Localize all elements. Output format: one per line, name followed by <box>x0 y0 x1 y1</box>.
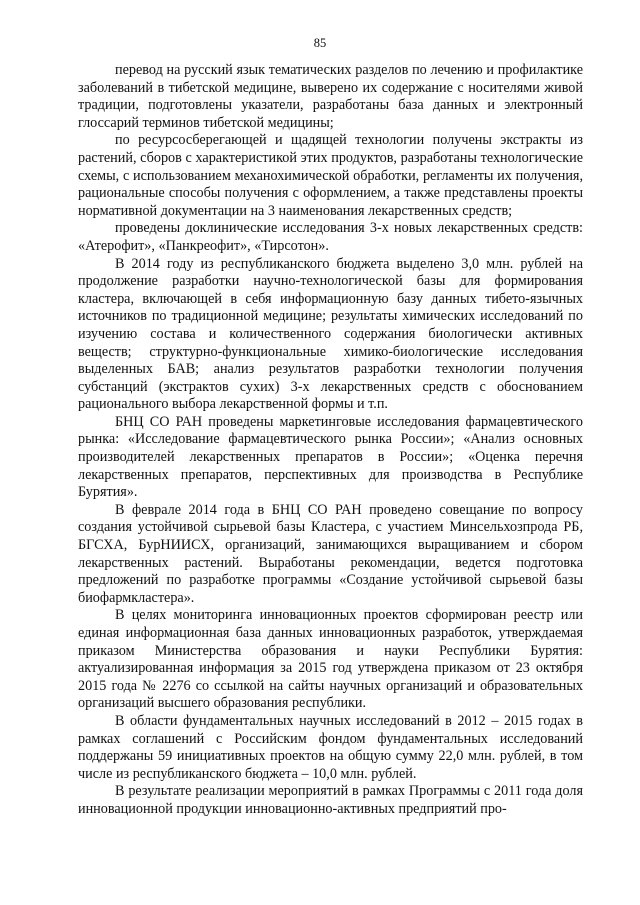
paragraph: В 2014 году из республиканского бюджета выделено 3,0 млн. рублей на продолжение разработки научно-технологической базы для формирования кластера, включающей в себя информационную базу данных тибето-язычных источников по традиционной медицине; результаты химических исследований по изучению состава и количественного содержания биологически активных веществ; структурно-функциональные химико-биологические исследования выделенных БАВ; анализ результатов разработки технологии получения субстанций (экстрактов сухих) 3-х лекарственных средств с обоснованием рационального выбора лекарственной формы и т.п. <box>78 255 583 413</box>
paragraph: проведены доклинические исследования 3-х новых лекарственных средств: «Атерофит», «Панкреофит», «Тирсотон». <box>78 220 583 254</box>
paragraph: В целях мониторинга инновационных проектов сформирован реестр или единая информационная база данных инновационных разработок, утверждаемая приказом Министерства образования и науки Республики Бурятия: актуализированная информация за 2015 год утверждена приказом от 23 октября 2015 года № 2276 со ссылкой на сайты научных организаций и образовательных организаций высшего образования республики. <box>78 607 583 712</box>
paragraph: В результате реализации мероприятий в рамках Программы с 2011 года доля инновационной продукции инновационно-активных предприятий про- <box>78 783 583 817</box>
document-body <box>78 62 583 819</box>
paragraph: перевод на русский язык тематических разделов по лечению и профилактике заболеваний в тибетской медицине, выверено их содержание с носителями живой традиции, подготовлены указатели, разработаны база данных и электронный глоссарий терминов тибетской медицины; <box>78 62 583 131</box>
paragraph: по ресурсосберегающей и щадящей технологии получены экстракты из растений, сборов с характеристикой этих продуктов, разработаны технологические схемы, с использованием механохимической обработки, регламенты их получения, рациональные способы получения с оформлением, а также представлены проекты нормативной документации на 3 наименования лекарственных средств; <box>78 132 583 219</box>
paragraph: В области фундаментальных научных исследований в 2012 – 2015 годах в рамках соглашений с Российским фондом фундаментальных исследований поддержаны 59 инициативных проектов на общую сумму 22,0 млн. рублей, в том числе из республиканского бюджета – 10,0 млн. рублей. <box>78 712 583 782</box>
paragraph: В феврале 2014 года в БНЦ СО РАН проведено совещание по вопросу создания устойчивой сырьевой базы Кластера, с участием Минсельхозпрода РБ, БГСХА, БурНИИСХ, организаций, занимающихся выращиванием и сбором лекарственных растений. Выработаны рекомендации, ведется подготовка предложений по разработке программы «Создание устойчивой сырьевой базы биофармкластера». <box>78 501 583 606</box>
paragraph: БНЦ СО РАН проведены маркетинговые исследования фармацевтического рынка: «Исследование фармацевтического рынка России»; «Анализ основных производителей лекарственных препаратов в России»; «Оценка перечня лекарственных препаратов, перспективных для производства в Республике Бурятия». <box>78 413 583 501</box>
page-number: 85 <box>313 36 327 50</box>
